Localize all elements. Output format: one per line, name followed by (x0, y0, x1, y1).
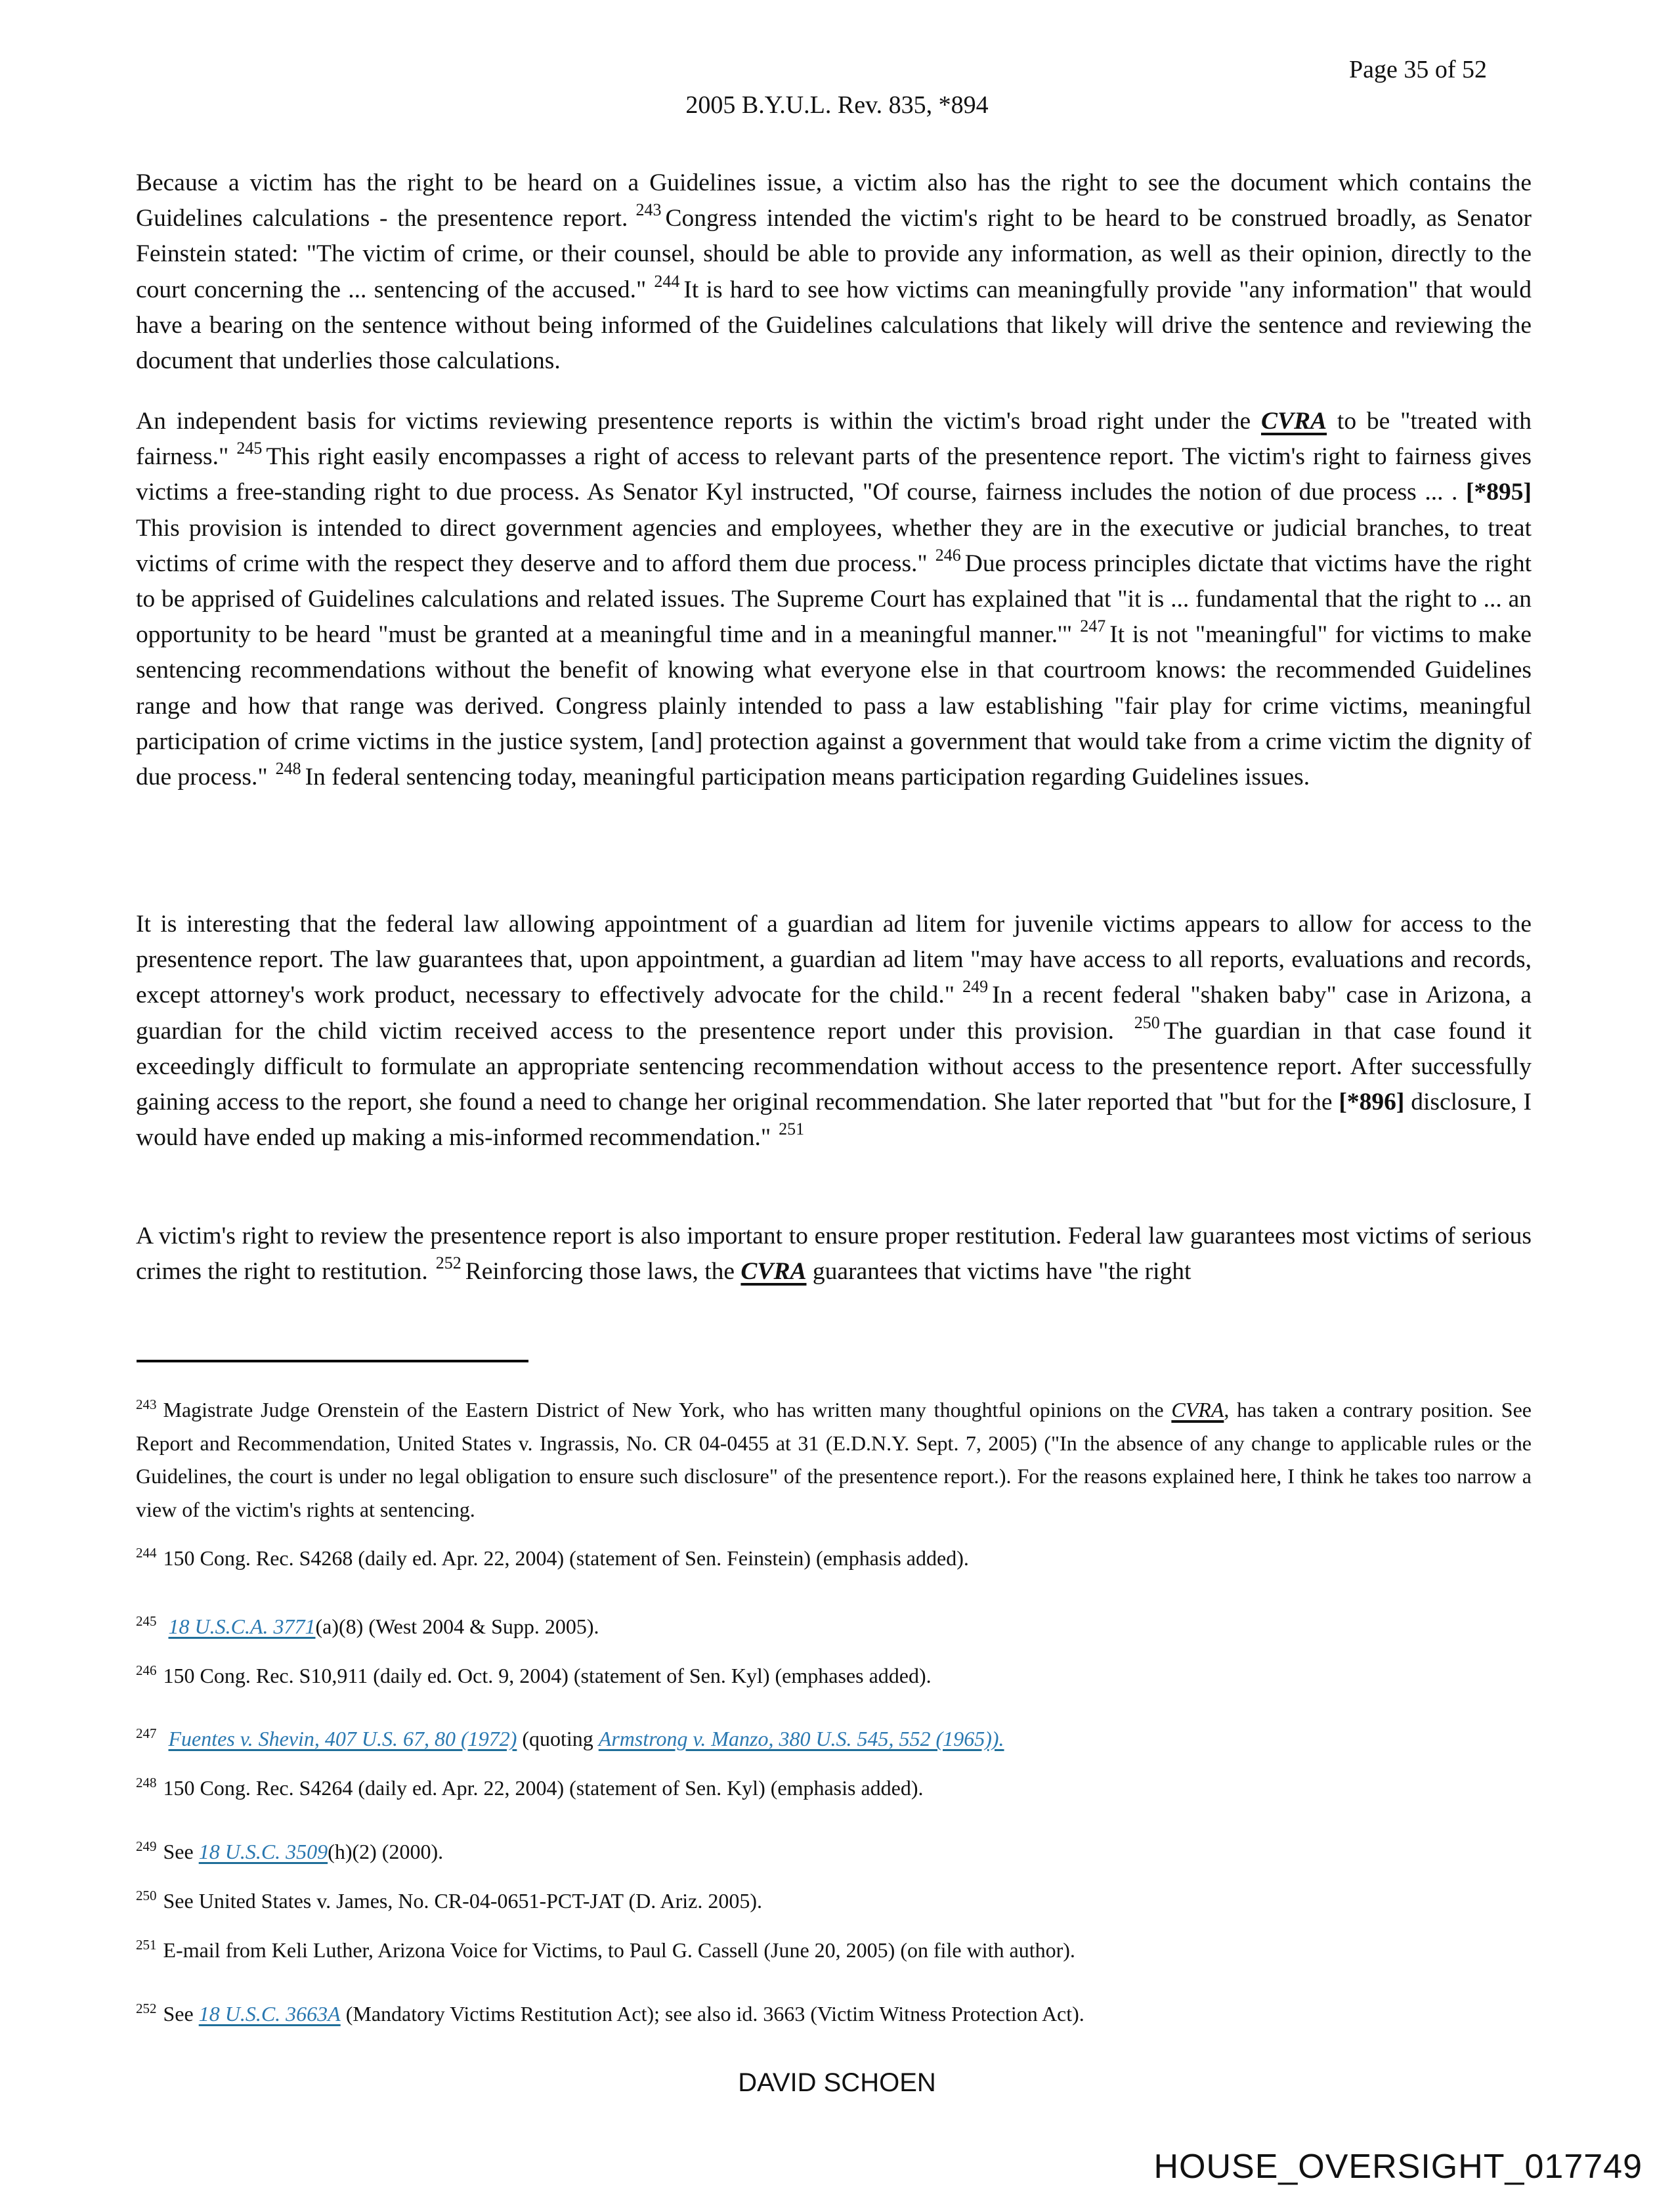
text-run: 150 Cong. Rec. S4264 (daily ed. Apr. 22, 2004) (statement of Sen. Kyl) (emphasis added). (163, 1776, 924, 1800)
text-run: (a)(8) (West 2004 & Supp. 2005). (315, 1615, 599, 1638)
footnote-251 (136, 1934, 1532, 1967)
footnote-number: 248 (136, 1775, 157, 1790)
text-run: Congress intended the victim's right to be heard to be construed broadly, as Senator Feinstein stated: "The victim of crime, or their counsel, should be able to provide any information, as well as their opinion, directly to the court concerning the ... sentencing of the accused." (136, 205, 1532, 303)
cvra-link[interactable]: CVRA (740, 1258, 807, 1286)
footnote-reference[interactable]: 252 (435, 1253, 461, 1273)
footnote-reference[interactable]: 251 (779, 1119, 805, 1139)
footnote-249 (136, 1835, 1532, 1869)
footnote-reference[interactable]: 247 (1080, 617, 1106, 636)
text-run: In a recent federal "shaken baby" case in Arizona, a guardian for the child victim received access to the presentence report under this provision. (136, 982, 1532, 1045)
text-run: Due process principles dictate that victims have the right to be apprised of Guidelines calculations and related issues. The Supreme Court has explained that "it is ... fundamental that the right to ... an opportunity to be heard "must be granted at a meaningful time and in a meaningful manner.'" (136, 550, 1532, 649)
citation-link[interactable]: 18 U.S.C. 3509 (198, 1840, 328, 1863)
footnote-number: 251 (136, 1937, 157, 1953)
footnote-244 (136, 1542, 1532, 1575)
text-run: It is hard to see how victims can meaningfully provide "any information" that would have a bearing on the sentence without being informed of the Guidelines calculations that likely will drive the sentence and reviewing the document that underlies those calculations. (136, 276, 1532, 375)
footnote-number: 249 (136, 1838, 157, 1854)
text-run: E-mail from Keli Luther, Arizona Voice for Victims, to Paul G. Cassell (June 20, 2005) (on file with author). (163, 1938, 1075, 1962)
text-run: This provision is intended to direct government agencies and employees, whether they are in the executive or judicial branches, to treat victims of crime with the respect they deserve and to afford them due process." (136, 514, 1532, 577)
footnote-246 (136, 1659, 1532, 1693)
footnote-243 (136, 1393, 1532, 1526)
footer-author: DAVID SCHOEN (738, 2068, 936, 2097)
footnote-reference[interactable]: 250 (1134, 1012, 1160, 1032)
text-run: See (163, 2002, 199, 2026)
footnote-separator (137, 1360, 528, 1362)
text-run: Because a victim has the right to be heard on a Guidelines issue, a victim also has the right to see the document which contains the Guidelines calculations - the presentence report. (136, 169, 1532, 232)
text-run (163, 1615, 169, 1638)
text-run: guarantees that victims have "the right (806, 1258, 1191, 1286)
text-run: See United States v. James, No. CR-04-0651-PCT-JAT (D. Ariz. 2005). (163, 1889, 763, 1913)
cvra-link[interactable]: CVRA (1171, 1398, 1224, 1421)
citation-link[interactable]: 18 U.S.C.A. 3771 (168, 1615, 316, 1638)
footnote-reference[interactable]: 249 (962, 977, 989, 997)
footnote-245 (136, 1610, 1532, 1643)
citation-link[interactable]: Fuentes v. Shevin, 407 U.S. 67, 80 (1972) (168, 1727, 517, 1750)
running-head-citation: 2005 B.Y.U.L. Rev. 835, *894 (685, 91, 989, 119)
footnote-number: 250 (136, 1888, 157, 1903)
text-run: (Mandatory Victims Restitution Act); see also id. 3663 (Victim Witness Protection Act). (340, 2002, 1084, 2026)
paragraph-3 (136, 907, 1532, 1156)
footnote-252 (136, 1997, 1532, 2031)
text-run: It is interesting that the federal law allowing appointment of a guardian ad litem for juvenile victims appears to allow for access to the presentence report. The law guarantees that, upon appointment, a guardian ad litem "may have access to all reports, evaluations and records, except attorney's work product, necessary to effectively advocate for the child." (136, 911, 1532, 1009)
text-run: In federal sentencing today, meaningful participation means participation regarding Guidelines issues. (305, 764, 1310, 791)
footnote-248 (136, 1771, 1532, 1805)
footnote-number: 247 (136, 1725, 157, 1741)
text-run: The guardian in that case found it exceedingly difficult to formulate an appropriate sentencing recommendation without access to the presentence report. After successfully gaining access to the report, she found a need to change her original recommendation. She later reported that "but for the (136, 1017, 1532, 1116)
footnote-number: 246 (136, 1662, 157, 1678)
text-run: An independent basis for victims reviewing presentence reports is within the victim's broad right under the (136, 408, 1261, 435)
star-page-marker: [*896] (1339, 1089, 1405, 1116)
footnote-number: 244 (136, 1545, 157, 1561)
citation-link[interactable]: 18 U.S.C. 3663A (198, 2002, 341, 2026)
text-run: , has taken a contrary position. See Report and Recommendation, United States v. Ingrassis, No. CR 04-0455 at 31 (E.D.N.Y. Sept. 7, 2005) ("In the absence of any change to applicable rules or the Guidelines, the court is under no legal obligation to ensure such disclosure" of the presentence report.). For the reasons explained here, I think he takes too narrow a view of the victim's rights at sentencing. (136, 1398, 1532, 1521)
citation-link[interactable]: Armstrong v. Manzo, 380 U.S. 545, 552 (1965)). (598, 1727, 1004, 1750)
text-run: It is not "meaningful" for victims to make sentencing recommendations without the benefit of knowing what everyone else in that courtroom knows: the recommended Guidelines range and how that range was derived. Congress plainly intended to pass a law establishing "fair play for crime victims, meaningful participation of crime victims in the justice system, [and] protection against a government that would take from a crime victim the dignity of due process." (136, 621, 1532, 791)
text-run: A victim's right to review the presentence report is also important to ensure proper restitution. Federal law guarantees most victims of serious crimes the right to restitution. (136, 1223, 1532, 1286)
footnote-reference[interactable]: 246 (935, 545, 961, 565)
page-number: Page 35 of 52 (1349, 56, 1488, 83)
text-run: (quoting (517, 1727, 599, 1750)
bates-number: HOUSE_OVERSIGHT_017749 (1153, 2148, 1642, 2186)
paragraph-2 (136, 404, 1532, 795)
paragraph-1 (136, 165, 1532, 379)
footnote-number: 252 (136, 2001, 157, 2016)
text-run: Reinforcing those laws, the (465, 1258, 741, 1286)
text-run: 150 Cong. Rec. S4268 (daily ed. Apr. 22, 2004) (statement of Sen. Feinstein) (emphasis added). (163, 1546, 969, 1570)
text-run: disclosure, I would have ended up making a mis-informed recommendation." (136, 1089, 1532, 1152)
star-page-marker: [*895] (1466, 479, 1532, 506)
text-run (163, 1727, 169, 1750)
footnote-number: 245 (136, 1613, 157, 1629)
text-run: See (163, 1840, 199, 1863)
text-run: 150 Cong. Rec. S10,911 (daily ed. Oct. 9, 2004) (statement of Sen. Kyl) (emphases added). (163, 1664, 932, 1687)
cvra-link[interactable]: CVRA (1261, 408, 1327, 435)
footnote-reference[interactable]: 248 (275, 759, 301, 779)
footnote-reference[interactable]: 245 (236, 439, 263, 458)
text-run: to be "treated with fairness." (136, 408, 1532, 471)
text-run: (h)(2) (2000). (328, 1840, 444, 1863)
footnote-247 (136, 1722, 1532, 1756)
text-run: Magistrate Judge Orenstein of the Eastern District of New York, who has written many thoughtful opinions on the (163, 1398, 1172, 1421)
footnote-250 (136, 1884, 1532, 1918)
footnote-reference[interactable]: 243 (635, 200, 662, 220)
paragraph-4 (136, 1219, 1532, 1290)
footnote-reference[interactable]: 244 (654, 271, 680, 291)
text-run: This right easily encompasses a right of access to relevant parts of the presentence report. The victim's right to fairness gives victims a free-standing right to due process. As Senator Kyl instructed, "Of course, fairness includes the notion of due process ... . (136, 443, 1532, 506)
footnote-number: 243 (136, 1397, 157, 1412)
